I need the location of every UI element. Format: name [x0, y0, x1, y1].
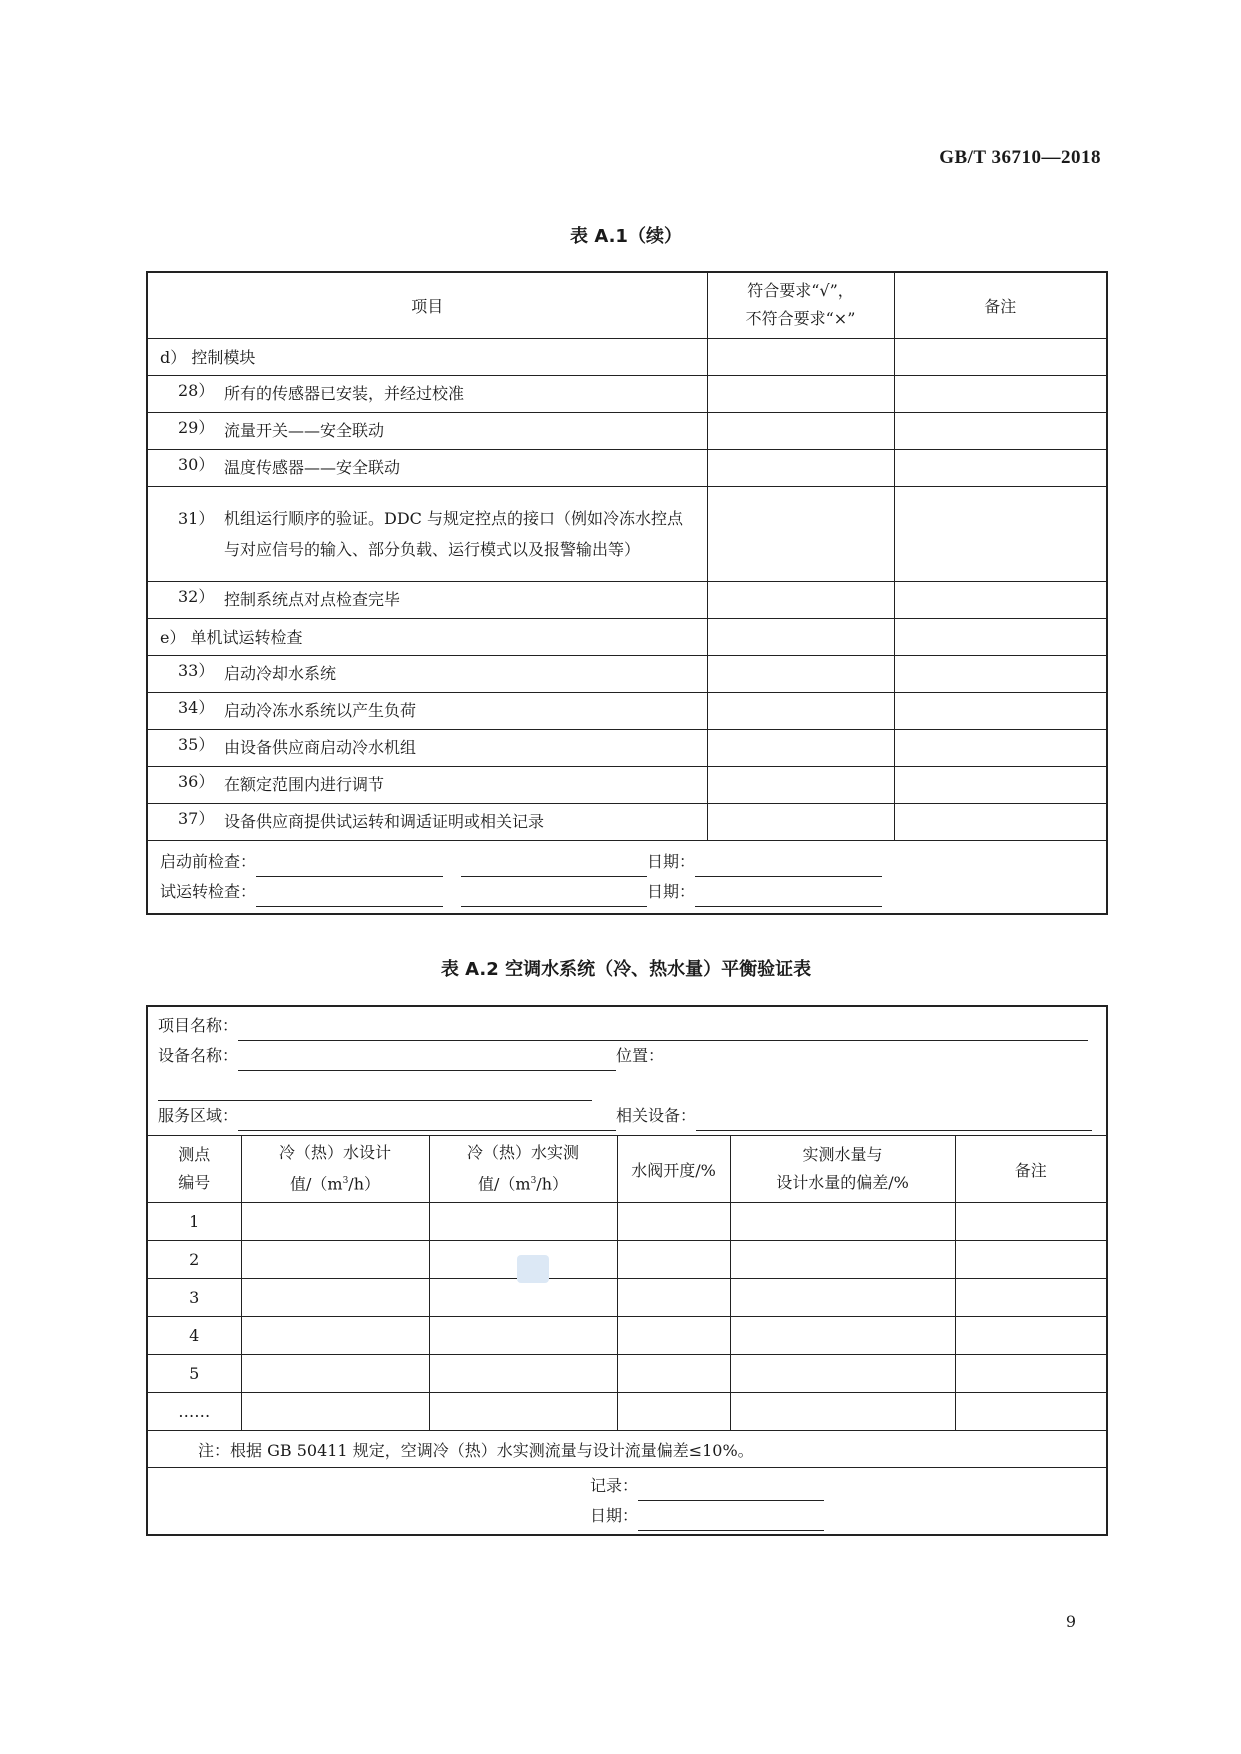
item-text: 控制系统点对点检查完毕	[224, 590, 401, 609]
item-number: 28）	[178, 381, 215, 400]
item-number: 32）	[178, 587, 215, 606]
unit-superscript: 3	[342, 1176, 349, 1187]
precheck-sign-line-2[interactable]	[461, 860, 647, 877]
deviation-cell[interactable]	[730, 1355, 955, 1393]
equipment-name-field[interactable]	[238, 1054, 616, 1071]
item-text: 在额定范围内进行调节	[224, 775, 385, 794]
design-cell[interactable]	[241, 1203, 429, 1241]
conform-cell[interactable]	[707, 729, 894, 766]
remark-cell[interactable]	[894, 729, 1107, 766]
remark-cell[interactable]	[894, 412, 1107, 449]
trial-label: 试运转检查：	[160, 881, 257, 901]
table-row	[147, 1279, 1107, 1317]
table-row	[147, 729, 1107, 766]
measured-cell[interactable]	[429, 1279, 617, 1317]
trial-date-line[interactable]	[695, 890, 882, 907]
table-row	[147, 1241, 1107, 1279]
measured-cell[interactable]	[429, 1355, 617, 1393]
table-row	[147, 486, 1107, 581]
item-number: 31）	[178, 508, 215, 528]
conform-cell[interactable]	[707, 449, 894, 486]
precheck-label: 启动前检查：	[160, 851, 257, 871]
table-a1	[146, 271, 1108, 915]
table-row	[147, 375, 1107, 412]
item-text: 流量开关——安全联动	[224, 421, 385, 440]
position-label: 位置：	[616, 1046, 665, 1065]
related-equipment-field[interactable]	[696, 1114, 1092, 1131]
table-row	[147, 655, 1107, 692]
point-line-2: 编号	[178, 1173, 211, 1192]
point-number: 5	[147, 1355, 241, 1393]
conform-cell[interactable]	[707, 803, 894, 840]
point-number: ……	[147, 1393, 241, 1431]
column-header-measured	[429, 1136, 617, 1203]
column-header-valve: 水阀开度/%	[617, 1136, 730, 1203]
table-header-row	[147, 272, 1107, 338]
measured-cell[interactable]	[429, 1203, 617, 1241]
remark-cell[interactable]	[894, 803, 1107, 840]
valve-cell[interactable]	[617, 1279, 730, 1317]
deviation-line-2: 设计水量的偏差/%	[776, 1173, 909, 1192]
design-cell[interactable]	[241, 1279, 429, 1317]
remark-cell[interactable]	[894, 655, 1107, 692]
point-number: 2	[147, 1241, 241, 1279]
item-number: 34）	[178, 698, 215, 717]
record-field[interactable]	[638, 1484, 824, 1501]
remark-cell[interactable]	[894, 449, 1107, 486]
table-row	[147, 1355, 1107, 1393]
measured-line-1: 冷（热）水实测	[466, 1143, 579, 1163]
remark-cell[interactable]	[955, 1355, 1107, 1393]
watermark-logo	[517, 1255, 549, 1283]
info-row	[147, 1006, 1107, 1136]
precheck-date-line[interactable]	[695, 860, 882, 877]
valve-cell[interactable]	[617, 1355, 730, 1393]
page-number: 9	[1065, 1612, 1076, 1631]
table-row	[147, 1317, 1107, 1355]
section-e-label: e） 单机试运转检查	[147, 618, 707, 655]
trial-sign-line[interactable]	[256, 890, 443, 907]
signature-row	[147, 1468, 1107, 1535]
item-text: 启动冷冻水系统以产生负荷	[224, 701, 417, 720]
conform-cell[interactable]	[707, 692, 894, 729]
item-text: 启动冷却水系统	[224, 664, 337, 683]
conform-cell[interactable]	[707, 618, 894, 655]
project-name-field[interactable]	[238, 1024, 1088, 1041]
conform-line-1: 符合要求“√”，	[747, 281, 854, 301]
table-row	[147, 449, 1107, 486]
signature-row	[147, 840, 1107, 914]
conform-cell[interactable]	[707, 766, 894, 803]
remark-cell[interactable]	[894, 375, 1107, 412]
table-row	[147, 412, 1107, 449]
related-equipment-label: 相关设备：	[616, 1106, 697, 1125]
date-label: 日期：	[647, 881, 696, 901]
item-text: 机组运行顺序的验证。DDC 与规定控点的接口（例如冷冻水控点与对应信号的输入、部分负载、运行模式以及报警输出等）	[224, 508, 683, 559]
conform-cell[interactable]	[707, 375, 894, 412]
table-a2	[146, 1005, 1108, 1536]
column-header-remark: 备注	[955, 1136, 1107, 1203]
equipment-name-label: 设备名称：	[158, 1046, 239, 1065]
design-cell[interactable]	[241, 1355, 429, 1393]
item-text: 由设备供应商启动冷水机组	[224, 738, 417, 757]
project-name-label: 项目名称：	[158, 1016, 239, 1035]
design-line-3: /h）	[348, 1174, 380, 1194]
deviation-cell[interactable]	[730, 1393, 955, 1431]
valve-cell[interactable]	[617, 1203, 730, 1241]
column-header-design	[241, 1136, 429, 1203]
remark-cell[interactable]	[955, 1317, 1107, 1355]
conform-cell[interactable]	[707, 655, 894, 692]
info-block	[147, 1006, 1107, 1136]
deviation-cell[interactable]	[730, 1317, 955, 1355]
remark-cell[interactable]	[894, 486, 1107, 581]
valve-cell[interactable]	[617, 1393, 730, 1431]
deviation-cell[interactable]	[730, 1241, 955, 1279]
table-a2-caption: 表 A.2 空调水系统（冷、热水量）平衡验证表	[440, 959, 812, 980]
deviation-line-1: 实测水量与	[802, 1145, 883, 1164]
table-row	[147, 1393, 1107, 1431]
table-row	[147, 766, 1107, 803]
date-label: 日期：	[647, 851, 696, 871]
service-area-label: 服务区域：	[158, 1106, 239, 1125]
remark-cell[interactable]	[894, 338, 1107, 375]
design-line-2: 值/（m	[289, 1174, 343, 1194]
column-header-remark: 备注	[894, 272, 1107, 338]
section-row	[147, 618, 1107, 655]
table-row	[147, 581, 1107, 618]
point-number: 1	[147, 1203, 241, 1241]
design-cell[interactable]	[241, 1393, 429, 1431]
note-row	[147, 1431, 1107, 1468]
table-row	[147, 692, 1107, 729]
deviation-cell[interactable]	[730, 1203, 955, 1241]
item-text: 所有的传感器已安装，并经过校准	[224, 384, 465, 403]
measured-line-3: /h）	[536, 1174, 568, 1194]
remark-cell[interactable]	[894, 692, 1107, 729]
remark-cell[interactable]	[955, 1203, 1107, 1241]
item-number: 35）	[178, 735, 215, 754]
conform-cell[interactable]	[707, 338, 894, 375]
signature-block	[147, 840, 1107, 914]
record-label: 记录：	[590, 1475, 639, 1495]
column-header-deviation	[730, 1136, 955, 1203]
design-line-1: 冷（热）水设计	[278, 1143, 391, 1163]
item-number: 29）	[178, 418, 215, 437]
conform-line-2: 不符合要求“×”	[745, 309, 856, 329]
remark-cell[interactable]	[894, 766, 1107, 803]
measured-cell[interactable]	[429, 1317, 617, 1355]
column-header-conform	[707, 272, 894, 338]
table-note: 注：根据 GB 50411 规定，空调冷（热）水实测流量与设计流量偏差≤10%。	[147, 1431, 1107, 1468]
valve-cell[interactable]	[617, 1241, 730, 1279]
design-cell[interactable]	[241, 1241, 429, 1279]
item-number: 33）	[178, 661, 215, 680]
item-text: 温度传感器——安全联动	[224, 458, 401, 477]
conform-cell[interactable]	[707, 486, 894, 581]
service-area-field[interactable]	[238, 1114, 616, 1131]
conform-cell[interactable]	[707, 412, 894, 449]
section-row	[147, 338, 1107, 375]
conform-cell[interactable]	[707, 581, 894, 618]
measured-cell[interactable]	[429, 1393, 617, 1431]
item-number: 30）	[178, 455, 215, 474]
item-text: 设备供应商提供试运转和调适证明或相关记录	[224, 812, 545, 831]
standard-number: GB/T 36710—2018	[939, 147, 1101, 168]
position-field[interactable]	[158, 1084, 592, 1101]
trial-sign-line-2[interactable]	[461, 890, 647, 907]
precheck-sign-line[interactable]	[256, 860, 443, 877]
point-line-1: 测点	[178, 1145, 211, 1164]
measured-line-2: 值/（m	[477, 1174, 531, 1194]
remark-cell[interactable]	[955, 1393, 1107, 1431]
point-number: 3	[147, 1279, 241, 1317]
remark-cell[interactable]	[894, 581, 1107, 618]
item-number: 36）	[178, 772, 215, 791]
remark-cell[interactable]	[955, 1279, 1107, 1317]
unit-superscript: 3	[530, 1176, 537, 1187]
design-cell[interactable]	[241, 1317, 429, 1355]
item-number: 37）	[178, 809, 215, 828]
table-row	[147, 803, 1107, 840]
column-header-point	[147, 1136, 241, 1203]
remark-cell[interactable]	[955, 1241, 1107, 1279]
table-row	[147, 1203, 1107, 1241]
point-number: 4	[147, 1317, 241, 1355]
date-label: 日期：	[590, 1505, 639, 1525]
section-d-label: d） 控制模块	[147, 338, 707, 375]
remark-cell[interactable]	[894, 618, 1107, 655]
valve-cell[interactable]	[617, 1317, 730, 1355]
signature-block	[147, 1468, 1107, 1535]
deviation-cell[interactable]	[730, 1279, 955, 1317]
table-header-row	[147, 1136, 1107, 1203]
table-a1-caption: 表 A.1（续）	[570, 226, 682, 247]
column-header-item: 项目	[147, 272, 707, 338]
date-field[interactable]	[638, 1514, 824, 1531]
